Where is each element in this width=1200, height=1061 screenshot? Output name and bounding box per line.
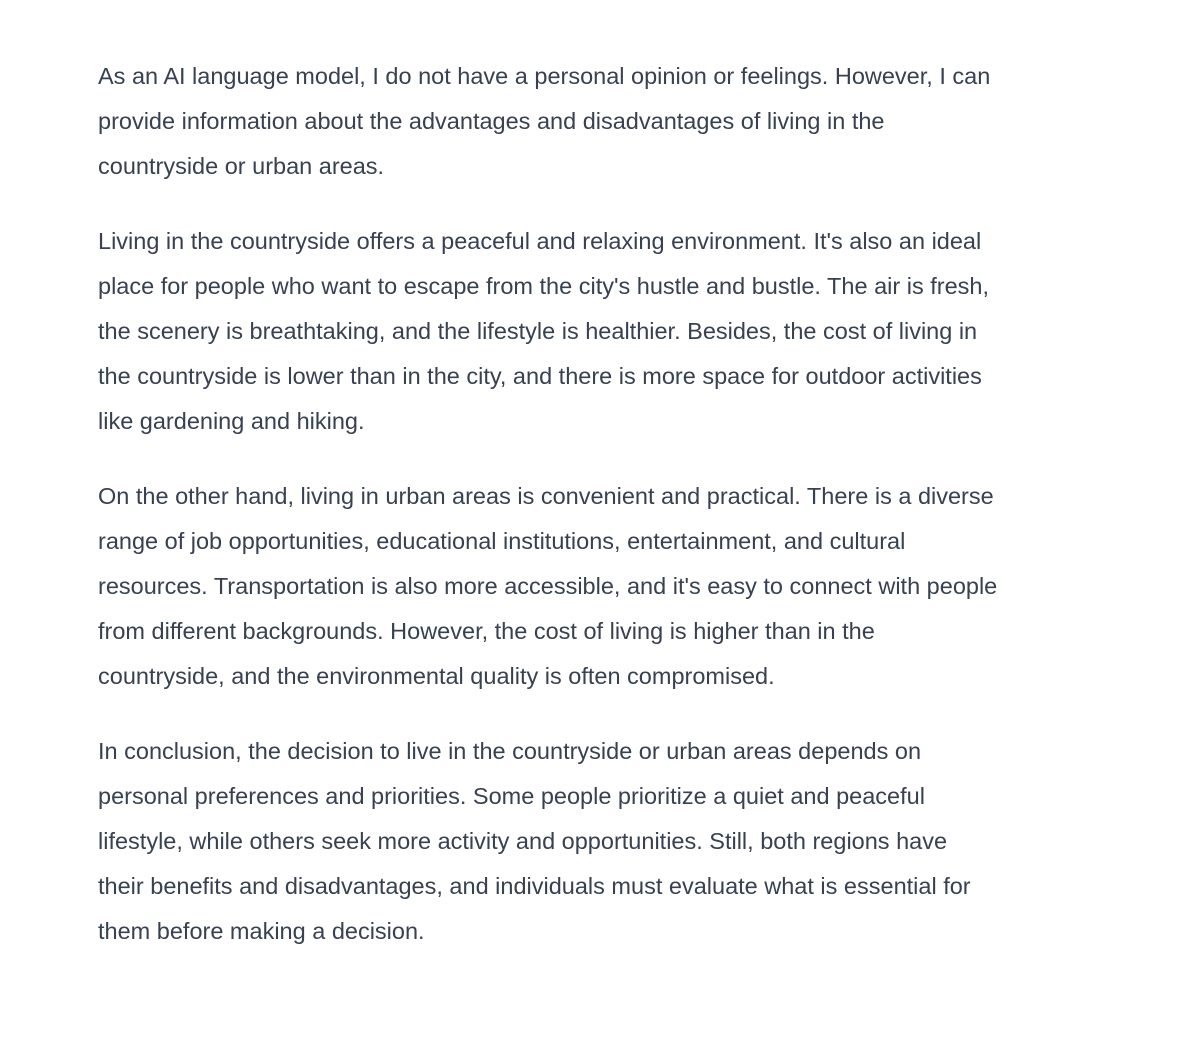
response-paragraph-countryside: Living in the countryside offers a peaceful and relaxing environment. It's also an ideal place for people who want to escape from the city's hustle and bustle. The air is fresh, the scenery is breathtaking, and the lifestyle is healthier. Besides, the cost of living in the countryside is lower than in the city, and there is more space for outdoor activities like gardening and hiking.: [98, 228, 990, 434]
response-paragraph-urban: On the other hand, living in urban areas is convenient and practical. There is a diverse range of job opportunities, educational institutions, entertainment, and cultural resources. Transportation is also more accessible, and it's easy to connect with people from different backgrounds. However, the cost of living is higher than in the countryside, and the environmental quality is often compromised.: [98, 483, 998, 689]
assistant-response: [98, 54, 998, 953]
response-paragraph-conclusion: In conclusion, the decision to live in the countryside or urban areas depends on personal preferences and priorities. Some people prioritize a quiet and peaceful lifestyle, while others seek more activity and opportunities. Still, both regions have their benefits and disadvantages, and individuals must evaluate what is essential for them before making a decision.: [98, 738, 971, 944]
response-paragraph-intro: As an AI language model, I do not have a personal opinion or feelings. However, I can provide information about the advantages and disadvantages of living in the countryside or urban areas.: [98, 63, 991, 179]
